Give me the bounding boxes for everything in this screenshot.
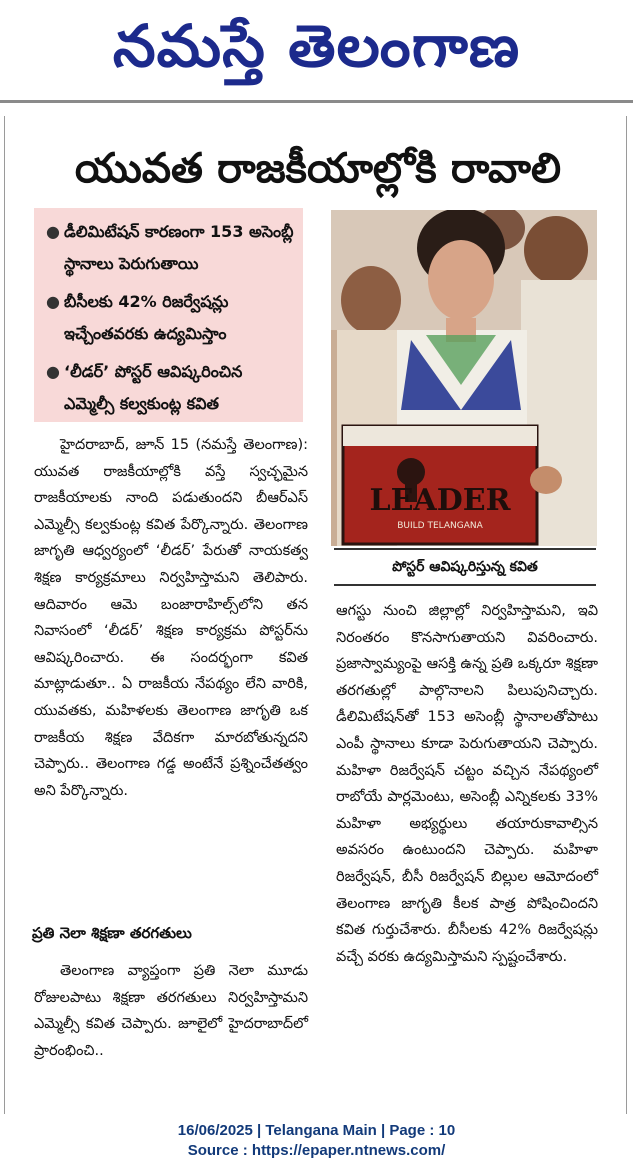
bullet-icon: ● xyxy=(46,362,60,381)
article-subheading: ప్రతి నెలా శిక్షణా తరగతులు xyxy=(32,924,192,942)
masthead xyxy=(0,0,633,104)
masthead-logo: నమస్తే తెలంగాణ xyxy=(112,12,521,80)
highlight-text: బీసీలకు 42% రిజర్వేషన్లు ఇచ్చేంతవరకు ఉద్యమిస్తాం xyxy=(64,292,229,343)
highlight-text: డీలిమిటేషన్ కారణంగా 153 అసెంబ్లీ స్థానాలు పెరుగుతాయి xyxy=(64,222,294,273)
highlight-item xyxy=(44,216,297,280)
highlight-item xyxy=(44,356,297,420)
body-text: తెలంగాణ వ్యాప్తంగా ప్రతి నెలా మూడు రోజులపాటు శిక్షణా తరగతులు నిర్వహిస్తామని ఎమ్మెల్సీ కవిత చెప్పారు. జూలైలో హైదరాబాద్‌లో ప్రారంభించి.. xyxy=(34,963,308,1059)
article-photo xyxy=(331,210,597,546)
photo-illustration xyxy=(331,210,597,546)
body-text: ఆగస్టు నుంచి జిల్లాల్లో నిర్వహిస్తామని, ఇవి నిరంతరం కొనసాగుతాయని వివరించారు. ప్రజాస్వామ్యంపై ఆసక్తి ఉన్న ప్రతి ఒక్కరూ శిక్షణా తరగతుల్లో పాల్గొనాలని పిలుపునిచ్చారు. డీలిమిటేషన్‌తో 153 అసెంబ్లీ స్థానాలతోపాటు ఎంపీ స్థానాలు కూడా పెరుగుతాయని చెప్పారు. మహిళా రిజర్వేషన్ చట్టం వచ్చిన నేపథ్యంలో రాబోయే పార్లమెంటు, అసెంబ్లీ ఎన్నికలకు 33% మహిళా అభ్యర్థులు తయారుకావాల్సిన అవసరం ఉంటుందని చెప్పారు. మహిళా రిజర్వేషన్, బీసీ రిజర్వేషన్ బిల్లుల ఆమోదంలో తెలంగాణ జాగృతి కీలక పాత్ర పోషించిందని కవిత గుర్తుచేశారు. బీసీలకు 42% రిజర్వేషన్లు వచ్చే వరకు ఉద్యమిస్తామని స్పష్టంచేశారు. xyxy=(336,603,598,965)
bullet-icon: ● xyxy=(46,292,60,311)
article-headline: యువత రాజకీయాల్లోకి రావాలి xyxy=(74,144,562,192)
footer-date-page: 16/06/2025 | Telangana Main | Page : 10 xyxy=(177,1122,456,1139)
masthead-divider xyxy=(0,100,633,103)
article-body-left-2 xyxy=(34,958,308,1064)
poster-subtitle: BUILD TELANGANA xyxy=(397,521,483,531)
body-text: హైదరాబాద్, జూన్ 15 (నమస్తే తెలంగాణ): యువత రాజకీయాల్లోకి వస్తే స్వచ్ఛమైన రాజకీయాలకు నాంది పడుతుందని బీఆర్ఎస్ ఎమ్మెల్సీ కల్వకుంట్ల కవిత పేర్కొన్నారు. తెలంగాణ జాగృతి ఆధ్వర్యంలో ‘లీడర్’ పేరుతో నాయకత్వ శిక్షణ కార్యక్రమాలు నిర్వహిస్తామని తెలిపారు. ఆదివారం ఆమె బంజారాహిల్స్‌లోని తన నివాసంలో ‘లీడర్’ శిక్షణ కార్యక్రమ పోస్టర్‌ను ఆవిష్కరించారు. ఈ సందర్భంగా కవిత మాట్లాడుతూ.. ఏ రాజకీయ నేపథ్యం లేని వారికి, యువతకు, మహిళలకు తెలంగాణ జాగృతి ఒక రాజకీయ శిక్షణ వేదికగా మారబోతున్నదని చెప్పారు.. తెలంగాణ గడ్డ అంటేనే ప్రశ్నించేతత్వం అని పేర్కొన్నారు. xyxy=(34,437,308,799)
footer-source: Source : https://epaper.ntnews.com/ xyxy=(187,1142,446,1159)
highlights-box xyxy=(34,208,303,422)
photo-caption: పోస్టర్ ఆవిష్కరిస్తున్న కవిత xyxy=(334,548,596,586)
bullet-icon: ● xyxy=(46,222,60,241)
highlight-item xyxy=(44,286,297,350)
poster-title: LEADER xyxy=(369,483,511,518)
article-body-right xyxy=(336,598,598,970)
highlight-text: ‘లీడర్’ పోస్టర్ ఆవిష్కరించిన ఎమ్మెల్సీ కల్వకుంట్ల కవిత xyxy=(64,362,243,413)
article-body-left xyxy=(34,432,308,804)
